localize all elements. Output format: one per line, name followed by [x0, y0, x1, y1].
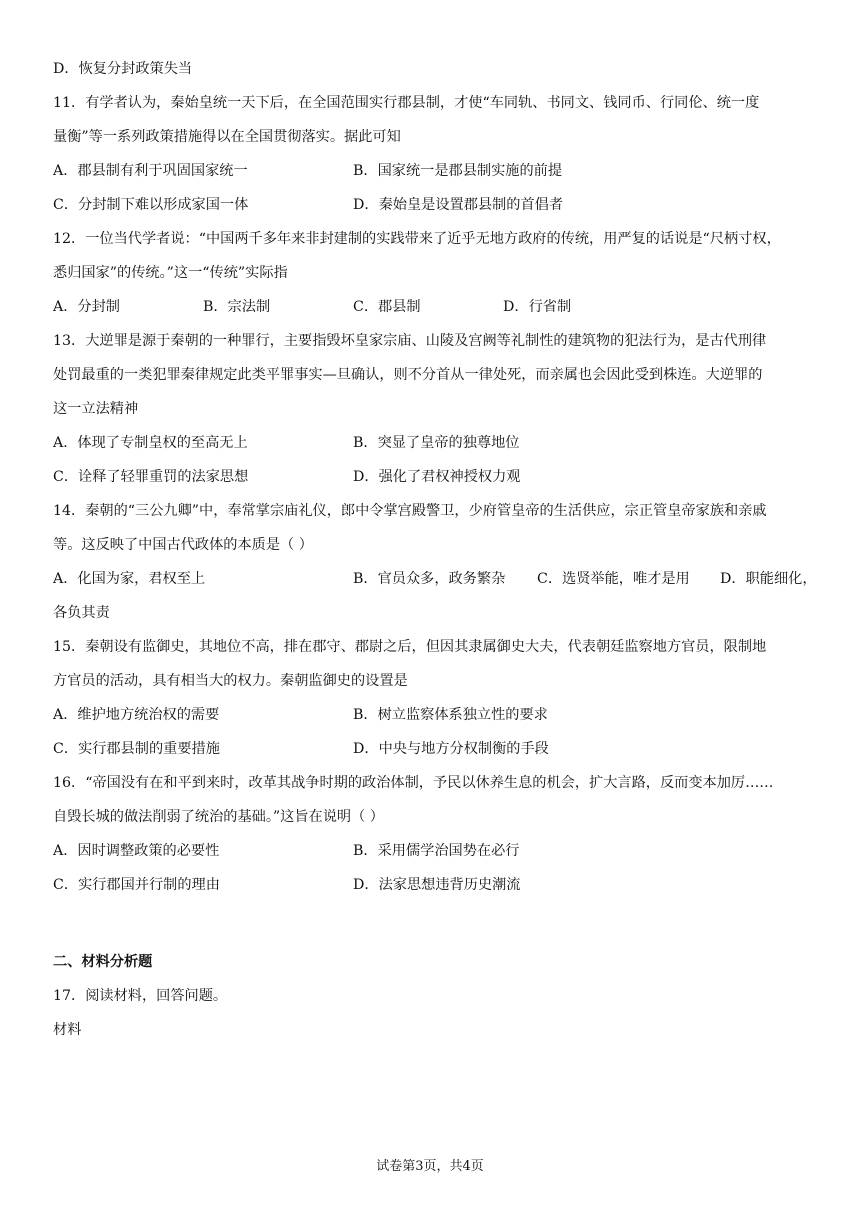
q14-option-b: B．官员众多，政务繁杂: [353, 571, 506, 587]
q11-option-a: A．郡县制有利于巩固国家统一: [53, 163, 248, 179]
q14-option-c: C．选贤举能，唯才是用: [537, 571, 690, 587]
q16-option-a: A．因时调整政策的必要性: [53, 843, 220, 859]
q15-stem-line2: 方官员的活动，具有相当大的权力。秦朝监御史的设置是: [53, 673, 408, 689]
q12-option-a: A．分封制: [53, 299, 120, 315]
page-footer: 试卷第3页，共4页: [376, 1159, 484, 1174]
q13-options-row2: [53, 467, 809, 487]
q12-stem-line1: 12．一位当代学者说：“中国两千多年来非封建制的实践带来了近乎无地方政府的传统，用严复的话说是“尺柄寸权，: [53, 231, 781, 247]
q12-stem-line2: 悉归国家”的传统。”这一“传统”实际指: [53, 265, 288, 281]
q13-stem-line3: 这一立法精神: [53, 401, 139, 417]
q16-stem-line2: 自毁长城的做法削弱了统治的基础。”这旨在说明（ ）: [53, 809, 384, 825]
q15-options-row2: [53, 739, 809, 759]
q17-stem: 17．阅读材料，回答问题。: [53, 988, 228, 1004]
q11-option-d: D．秦始皇是设置郡县制的首倡者: [353, 197, 564, 213]
q16-option-b: B．采用儒学治国势在必行: [353, 843, 520, 859]
q15-option-a: A．维护地方统治权的需要: [53, 707, 220, 723]
q14-option-d-continued: 各负其责: [53, 605, 110, 621]
q14-option-d: D．职能细化，: [720, 571, 817, 587]
material-label: 材料: [53, 1022, 82, 1038]
q14-stem-line1: 14．秦朝的“三公九卿”中，奉常掌宗庙礼仪，郎中令掌宫殿警卫，少府管皇帝的生活供应，宗正管皇帝家族和亲戚: [53, 503, 767, 519]
q15-option-d: D．中央与地方分权制衡的手段: [353, 741, 549, 757]
q15-options-row1: [53, 705, 809, 725]
q16-option-d: D．法家思想违背历史潮流: [353, 877, 521, 893]
q12-options-row: [53, 297, 809, 317]
q16-option-c: C．实行郡国并行制的理由: [53, 877, 220, 893]
q15-stem-line1: 15．秦朝设有监御史，其地位不高，排在郡守、郡尉之后，但因其隶属御史大夫，代表朝廷监察地方官员，限制地: [53, 639, 767, 655]
q13-stem-line1: 13．大逆罪是源于秦朝的一种罪行，主要指毁坏皇家宗庙、山陵及宫阙等礼制性的建筑物的犯法行为，是古代刑律: [53, 333, 767, 349]
q16-stem-line1: 16．“帝国没有在和平到来时，改革其战争时期的政治体制，予民以休养生息的机会，扩大言路，反而变本加厉……: [53, 775, 774, 791]
q13-option-b: B．突显了皇帝的独尊地位: [353, 435, 520, 451]
q15-option-b: B．树立监察体系独立性的要求: [353, 707, 548, 723]
q13-stem-line2: 处罚最重的一类犯罪秦律规定此类平罪事实—旦确认，则不分首从一律处死，而亲属也会因此受到株连。大逆罪的: [53, 367, 763, 383]
q13-option-a: A．体现了专制皇权的至高无上: [53, 435, 248, 451]
q11-stem-line1: 11．有学者认为，秦始皇统一天下后，在全国范围实行郡县制，才使“车同轨、书同文、钱同币、行同伦、统一度: [53, 95, 760, 111]
q12-option-c: C．郡县制: [353, 299, 421, 315]
q11-options-row1: [53, 161, 809, 181]
q12-option-d: D．行省制: [503, 299, 572, 315]
q16-options-row2: [53, 875, 809, 895]
q14-stem-line2: 等。这反映了中国古代政体的本质是（ ）: [53, 537, 313, 553]
q11-option-b: B．国家统一是郡县制实施的前提: [353, 163, 563, 179]
q13-option-c: C．诠释了轻罪重罚的法家思想: [53, 469, 249, 485]
section-title: 二、材料分析题: [53, 954, 153, 970]
q11-option-c: C．分封制下难以形成家国一体: [53, 197, 249, 213]
q11-stem-line2: 量衡”等一系列政策措施得以在全国贯彻落实。据此可知: [53, 129, 401, 145]
q13-option-d: D．强化了君权神授权力观: [353, 469, 521, 485]
q10-option-d: D．恢复分封政策失当: [53, 61, 193, 77]
q14-options-row: [53, 569, 817, 589]
q13-options-row1: [53, 433, 809, 453]
q16-options-row1: [53, 841, 809, 861]
q14-option-a: A．化国为家，君权至上: [53, 571, 206, 587]
q12-option-b: B．宗法制: [203, 299, 271, 315]
q11-options-row2: [53, 195, 809, 215]
q15-option-c: C．实行郡县制的重要措施: [53, 741, 220, 757]
